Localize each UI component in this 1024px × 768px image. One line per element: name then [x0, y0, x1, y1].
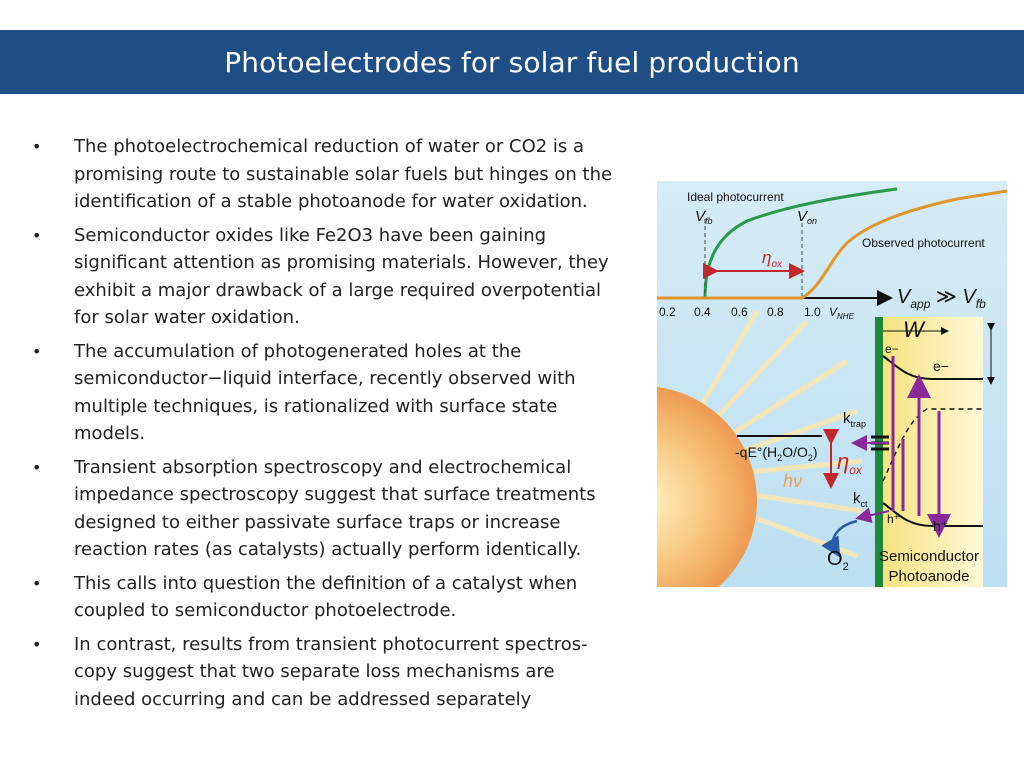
bullet-item: [30, 133, 620, 216]
h-plus-right: h⁺: [933, 518, 949, 534]
e-minus-right: e−: [933, 358, 949, 374]
bullet-text: Transient absorption spectroscopy and electrochemical impedance spectroscopy suggest that surface treatments designed to either passivate surface traps or increase reaction rates (as catalysts) actually perform identically.: [74, 456, 596, 560]
k-ct-label: $k_{ct}$: [853, 490, 868, 509]
semiconductor-label: Semiconductor: [878, 548, 980, 565]
w-label: W: [903, 317, 924, 342]
bullet-list: [30, 133, 620, 719]
bullet-marker: •: [32, 573, 42, 593]
bullet-marker: •: [32, 137, 42, 156]
bullet-text: The accumulation of photogenerated holes at the semiconductor−liquid interface, recently observed with multiple techniques, is rationalized with surface state models.: [74, 340, 576, 444]
potential-label: $-qE^\circ(H_2O/O_2)$: [735, 444, 818, 463]
ideal-photocurrent-label: Ideal photocurrent: [687, 190, 784, 204]
bullet-item: [30, 631, 620, 714]
bullet-item: [30, 454, 620, 564]
semiconductor-block: [875, 317, 983, 587]
bullet-item: [30, 570, 620, 625]
tick-label: 0.4: [694, 305, 711, 319]
bullet-text: Semiconductor oxides like Fe2O3 have been gaining significant attention as promising materials. However, they exhibit a major drawback of a large required overpotential for solar water oxidation.: [74, 224, 609, 328]
observed-photocurrent-label: Observed photocurrent: [862, 236, 985, 250]
bullet-text: The photoelectrochemical reduction of water or CO2 is a promising route to sustainable solar fuels but hinges on the identification of a stable photoanode for water oxidation.: [74, 136, 613, 212]
bullet-text: In contrast, results from transient photocurrent spectros-copy suggest that two separate loss mechanisms are indeed occurring and can be addressed separately: [74, 633, 588, 710]
eta-label: $\eta_{ox}$: [762, 248, 783, 270]
tick-label: 0.8: [767, 305, 784, 319]
o2-label: $O_2$: [827, 548, 849, 573]
tick-label: 1.0: [804, 305, 821, 319]
e-minus-top: e−: [885, 342, 899, 356]
eta-vertical-label: $\eta_{ox}$: [837, 449, 862, 477]
interface-layer: [875, 317, 883, 587]
vapp-label: $V_{app}$ ≫ $V_{fb}$: [897, 286, 986, 311]
vfb-label: $V_{fb}$: [695, 208, 713, 226]
h-plus-left: h⁺: [887, 512, 901, 526]
tick-label: 0.6: [731, 305, 748, 319]
tick-label: 0.2: [659, 305, 676, 319]
photoanode-figure: [657, 181, 1007, 587]
bullet-marker: •: [32, 341, 42, 361]
bullet-marker: •: [32, 457, 42, 477]
vnhe-label: $V_{NHE}$: [829, 305, 854, 321]
k-trap-label: $k_{trap}$: [843, 410, 867, 429]
bullet-text: This calls into question the definition of a catalyst when coupled to semiconductor photoelectrode.: [74, 572, 578, 621]
bullet-marker: •: [32, 634, 42, 654]
bullet-item: [30, 338, 620, 448]
hv-label: hν: [783, 471, 803, 491]
photoanode-diagram: [657, 181, 1007, 587]
von-label: $V_{on}$: [797, 208, 818, 226]
title-bar: [0, 30, 1024, 94]
bullet-marker: •: [32, 225, 42, 245]
photoanode-label: Photoanode: [888, 568, 970, 585]
slide-title: Photoelectrodes for solar fuel production: [224, 45, 800, 79]
bullet-item: [30, 222, 620, 332]
